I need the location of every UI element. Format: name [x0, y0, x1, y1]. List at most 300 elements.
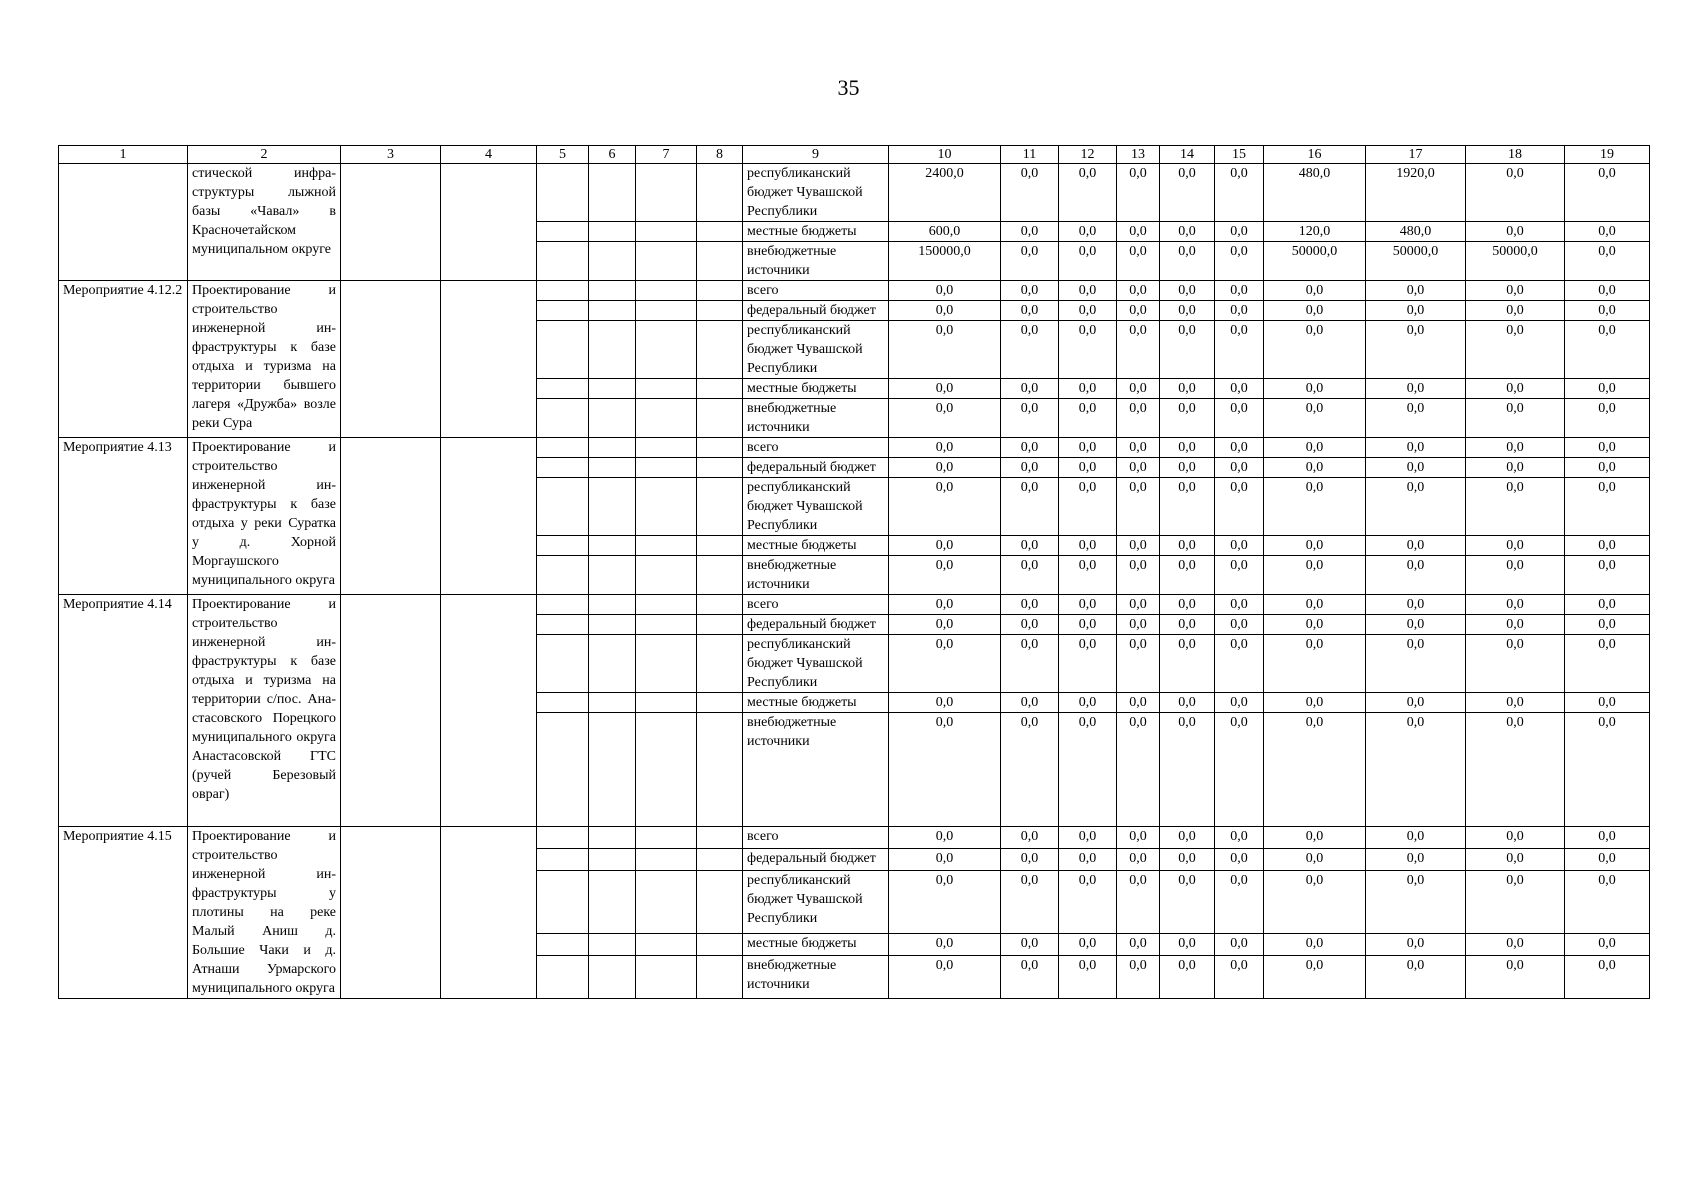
amount-col-17: 1920,0: [1366, 164, 1466, 222]
amount-col-11: 0,0: [1001, 556, 1059, 595]
amount-col-12: 0,0: [1059, 399, 1117, 438]
amount-col-10: 0,0: [889, 956, 1001, 999]
amount-col-16: 0,0: [1264, 693, 1366, 713]
amount-col-15: 0,0: [1215, 164, 1264, 222]
column-number-header: [59, 146, 1650, 164]
amount-col-17: 0,0: [1366, 399, 1466, 438]
empty-cell-col-5: [537, 595, 589, 615]
amount-col-16: 0,0: [1264, 827, 1366, 849]
amount-col-18: 0,0: [1466, 848, 1565, 870]
amount-col-15: 0,0: [1215, 458, 1264, 478]
amount-col-12: 0,0: [1059, 934, 1117, 956]
empty-cell-col-7: [636, 934, 697, 956]
amount-col-14: 0,0: [1160, 934, 1215, 956]
amount-col-13: 0,0: [1117, 827, 1160, 849]
amount-col-16: 0,0: [1264, 870, 1366, 934]
amount-col-18: 0,0: [1466, 458, 1565, 478]
amount-col-11: 0,0: [1001, 827, 1059, 849]
column-header-3: 3: [341, 146, 441, 164]
empty-cell-col-8: [697, 693, 743, 713]
amount-col-11: 0,0: [1001, 615, 1059, 635]
amount-col-10: 0,0: [889, 281, 1001, 301]
amount-col-19: 0,0: [1565, 956, 1650, 999]
empty-cell-col-7: [636, 693, 697, 713]
amount-col-12: 0,0: [1059, 848, 1117, 870]
empty-cell-col-3: [341, 164, 441, 281]
empty-cell-col-3: [341, 438, 441, 595]
empty-cell-col-5: [537, 934, 589, 956]
funding-source: федеральный бюджет: [743, 301, 889, 321]
empty-cell-col-8: [697, 713, 743, 827]
amount-col-12: 0,0: [1059, 458, 1117, 478]
amount-col-14: 0,0: [1160, 222, 1215, 242]
amount-col-11: 0,0: [1001, 635, 1059, 693]
column-header-17: 17: [1366, 146, 1466, 164]
empty-cell-col-7: [636, 556, 697, 595]
funding-source: внебюджетные источники: [743, 242, 889, 281]
amount-col-11: 0,0: [1001, 595, 1059, 615]
amount-col-11: 0,0: [1001, 242, 1059, 281]
amount-col-19: 0,0: [1565, 827, 1650, 849]
amount-col-19: 0,0: [1565, 379, 1650, 399]
column-header-5: 5: [537, 146, 589, 164]
empty-cell-col-5: [537, 635, 589, 693]
amount-col-19: 0,0: [1565, 536, 1650, 556]
amount-col-18: 0,0: [1466, 956, 1565, 999]
amount-col-10: 0,0: [889, 536, 1001, 556]
budget-table: [58, 145, 1650, 999]
table-body: [59, 164, 1650, 999]
empty-cell-col-6: [589, 556, 636, 595]
amount-col-12: 0,0: [1059, 956, 1117, 999]
amount-col-13: 0,0: [1117, 321, 1160, 379]
amount-col-11: 0,0: [1001, 934, 1059, 956]
amount-col-14: 0,0: [1160, 379, 1215, 399]
empty-cell-col-8: [697, 536, 743, 556]
empty-cell-col-7: [636, 536, 697, 556]
amount-col-16: 0,0: [1264, 399, 1366, 438]
amount-col-18: 50000,0: [1466, 242, 1565, 281]
measure-description: Проектирование и строительство инженерной инфраструктуры к базе отдыха у реки Суратка у д. Хорной Моргаушского муниципального округа: [188, 438, 341, 595]
amount-col-11: 0,0: [1001, 438, 1059, 458]
amount-col-10: 0,0: [889, 635, 1001, 693]
empty-cell-col-7: [636, 870, 697, 934]
amount-col-10: 0,0: [889, 478, 1001, 536]
empty-cell-col-5: [537, 870, 589, 934]
empty-cell-col-4: [441, 595, 537, 827]
empty-cell-col-7: [636, 242, 697, 281]
empty-cell-col-8: [697, 379, 743, 399]
amount-col-11: 0,0: [1001, 478, 1059, 536]
amount-col-18: 0,0: [1466, 379, 1565, 399]
amount-col-14: 0,0: [1160, 615, 1215, 635]
column-header-9: 9: [743, 146, 889, 164]
amount-col-13: 0,0: [1117, 438, 1160, 458]
amount-col-12: 0,0: [1059, 536, 1117, 556]
amount-col-15: 0,0: [1215, 934, 1264, 956]
empty-cell-col-8: [697, 438, 743, 458]
amount-col-14: 0,0: [1160, 536, 1215, 556]
amount-col-15: 0,0: [1215, 635, 1264, 693]
amount-col-13: 0,0: [1117, 399, 1160, 438]
amount-col-18: 0,0: [1466, 536, 1565, 556]
amount-col-13: 0,0: [1117, 478, 1160, 536]
empty-cell-col-6: [589, 242, 636, 281]
column-header-14: 14: [1160, 146, 1215, 164]
amount-col-18: 0,0: [1466, 713, 1565, 827]
amount-col-10: 0,0: [889, 458, 1001, 478]
funding-source: местные бюджеты: [743, 934, 889, 956]
amount-col-15: 0,0: [1215, 399, 1264, 438]
amount-col-19: 0,0: [1565, 595, 1650, 615]
amount-col-12: 0,0: [1059, 556, 1117, 595]
measure-description: Проектирование и строительство инженерной инфраструктуры у плотины на реке Малый Аниш д. Большие Чаки и д. Атнаши Урмарского муниципального округа: [188, 827, 341, 999]
empty-cell-col-7: [636, 595, 697, 615]
funding-source: внебюджетные источники: [743, 713, 889, 827]
amount-col-15: 0,0: [1215, 478, 1264, 536]
amount-col-19: 0,0: [1565, 458, 1650, 478]
amount-col-16: 0,0: [1264, 595, 1366, 615]
measure-label: Мероприятие 4.15: [59, 827, 188, 999]
empty-cell-col-5: [537, 848, 589, 870]
amount-col-15: 0,0: [1215, 870, 1264, 934]
empty-cell-col-7: [636, 164, 697, 222]
empty-cell-col-8: [697, 301, 743, 321]
empty-cell-col-5: [537, 301, 589, 321]
funding-source: всего: [743, 595, 889, 615]
amount-col-17: 0,0: [1366, 281, 1466, 301]
amount-col-15: 0,0: [1215, 321, 1264, 379]
amount-col-13: 0,0: [1117, 615, 1160, 635]
amount-col-14: 0,0: [1160, 242, 1215, 281]
amount-col-11: 0,0: [1001, 281, 1059, 301]
empty-cell-col-7: [636, 281, 697, 301]
amount-col-19: 0,0: [1565, 934, 1650, 956]
empty-cell-col-7: [636, 635, 697, 693]
empty-cell-col-7: [636, 615, 697, 635]
amount-col-10: 2400,0: [889, 164, 1001, 222]
amount-col-17: 0,0: [1366, 379, 1466, 399]
funding-source: всего: [743, 281, 889, 301]
empty-cell-col-5: [537, 438, 589, 458]
amount-col-12: 0,0: [1059, 615, 1117, 635]
amount-col-17: 0,0: [1366, 615, 1466, 635]
amount-col-10: 0,0: [889, 870, 1001, 934]
amount-col-15: 0,0: [1215, 956, 1264, 999]
amount-col-11: 0,0: [1001, 713, 1059, 827]
amount-col-13: 0,0: [1117, 222, 1160, 242]
amount-col-17: 0,0: [1366, 458, 1466, 478]
amount-col-18: 0,0: [1466, 321, 1565, 379]
funding-source: республиканский бюджет Чувашской Республики: [743, 164, 889, 222]
amount-col-19: 0,0: [1565, 713, 1650, 827]
amount-col-17: 0,0: [1366, 870, 1466, 934]
amount-col-14: 0,0: [1160, 827, 1215, 849]
empty-cell-col-7: [636, 321, 697, 379]
amount-col-10: 0,0: [889, 321, 1001, 379]
amount-col-12: 0,0: [1059, 713, 1117, 827]
amount-col-15: 0,0: [1215, 379, 1264, 399]
column-header-4: 4: [441, 146, 537, 164]
empty-cell-col-4: [441, 438, 537, 595]
empty-cell-col-8: [697, 934, 743, 956]
empty-cell-col-6: [589, 848, 636, 870]
amount-col-15: 0,0: [1215, 301, 1264, 321]
measure-description: Проектирование и строительство инженерной инфраструктуры к базе отдыха и туризма на территории с/пос. Анастасовского Порецкого муниципального округа Анастасовской ГТС (ручей Березовый овраг): [188, 595, 341, 827]
empty-cell-col-6: [589, 595, 636, 615]
amount-col-14: 0,0: [1160, 635, 1215, 693]
empty-cell-col-6: [589, 321, 636, 379]
amount-col-13: 0,0: [1117, 713, 1160, 827]
empty-cell-col-8: [697, 458, 743, 478]
funding-source: местные бюджеты: [743, 536, 889, 556]
amount-col-13: 0,0: [1117, 848, 1160, 870]
empty-cell-col-6: [589, 399, 636, 438]
empty-cell-col-7: [636, 222, 697, 242]
empty-cell-col-7: [636, 478, 697, 536]
amount-col-18: 0,0: [1466, 635, 1565, 693]
amount-col-19: 0,0: [1565, 301, 1650, 321]
amount-col-18: 0,0: [1466, 399, 1565, 438]
amount-col-19: 0,0: [1565, 321, 1650, 379]
amount-col-16: 120,0: [1264, 222, 1366, 242]
funding-source: республиканский бюджет Чувашской Республики: [743, 321, 889, 379]
amount-col-16: 480,0: [1264, 164, 1366, 222]
amount-col-10: 0,0: [889, 438, 1001, 458]
amount-col-18: 0,0: [1466, 615, 1565, 635]
empty-cell-col-6: [589, 713, 636, 827]
amount-col-12: 0,0: [1059, 321, 1117, 379]
empty-cell-col-6: [589, 438, 636, 458]
amount-col-16: 0,0: [1264, 281, 1366, 301]
empty-cell-col-6: [589, 458, 636, 478]
table-row: [59, 827, 1650, 849]
amount-col-18: 0,0: [1466, 934, 1565, 956]
amount-col-19: 0,0: [1565, 242, 1650, 281]
funding-source: внебюджетные источники: [743, 956, 889, 999]
empty-cell-col-7: [636, 848, 697, 870]
amount-col-13: 0,0: [1117, 635, 1160, 693]
amount-col-14: 0,0: [1160, 281, 1215, 301]
amount-col-14: 0,0: [1160, 956, 1215, 999]
column-header-8: 8: [697, 146, 743, 164]
measure-label: Мероприятие 4.12.2: [59, 281, 188, 438]
amount-col-12: 0,0: [1059, 478, 1117, 536]
column-header-16: 16: [1264, 146, 1366, 164]
amount-col-18: 0,0: [1466, 595, 1565, 615]
amount-col-13: 0,0: [1117, 595, 1160, 615]
amount-col-15: 0,0: [1215, 222, 1264, 242]
measure-description: стической инфраструктуры лыжной базы «Чавал» в Красночетайском муниципальном округе: [188, 164, 341, 281]
amount-col-17: 0,0: [1366, 635, 1466, 693]
empty-cell-col-6: [589, 222, 636, 242]
empty-cell-col-4: [441, 164, 537, 281]
column-header-12: 12: [1059, 146, 1117, 164]
funding-source: местные бюджеты: [743, 693, 889, 713]
amount-col-18: 0,0: [1466, 164, 1565, 222]
empty-cell-col-6: [589, 301, 636, 321]
amount-col-14: 0,0: [1160, 321, 1215, 379]
funding-source: республиканский бюджет Чувашской Республики: [743, 870, 889, 934]
empty-cell-col-7: [636, 379, 697, 399]
amount-col-15: 0,0: [1215, 242, 1264, 281]
amount-col-12: 0,0: [1059, 827, 1117, 849]
amount-col-17: 0,0: [1366, 848, 1466, 870]
amount-col-19: 0,0: [1565, 478, 1650, 536]
empty-cell-col-5: [537, 536, 589, 556]
amount-col-11: 0,0: [1001, 399, 1059, 438]
amount-col-11: 0,0: [1001, 458, 1059, 478]
empty-cell-col-7: [636, 301, 697, 321]
measure-label: Мероприятие 4.13: [59, 438, 188, 595]
amount-col-13: 0,0: [1117, 870, 1160, 934]
empty-cell-col-5: [537, 379, 589, 399]
empty-cell-col-6: [589, 956, 636, 999]
amount-col-17: 0,0: [1366, 556, 1466, 595]
amount-col-15: 0,0: [1215, 281, 1264, 301]
amount-col-11: 0,0: [1001, 536, 1059, 556]
amount-col-10: 0,0: [889, 693, 1001, 713]
amount-col-10: 600,0: [889, 222, 1001, 242]
amount-col-14: 0,0: [1160, 595, 1215, 615]
empty-cell-col-7: [636, 458, 697, 478]
amount-col-11: 0,0: [1001, 870, 1059, 934]
empty-cell-col-8: [697, 635, 743, 693]
column-header-10: 10: [889, 146, 1001, 164]
measure-label: [59, 164, 188, 281]
amount-col-17: 0,0: [1366, 321, 1466, 379]
amount-col-16: 0,0: [1264, 713, 1366, 827]
amount-col-15: 0,0: [1215, 693, 1264, 713]
amount-col-13: 0,0: [1117, 281, 1160, 301]
empty-cell-col-8: [697, 281, 743, 301]
amount-col-16: 0,0: [1264, 635, 1366, 693]
amount-col-17: 0,0: [1366, 595, 1466, 615]
amount-col-10: 0,0: [889, 379, 1001, 399]
empty-cell-col-7: [636, 713, 697, 827]
amount-col-11: 0,0: [1001, 379, 1059, 399]
amount-col-13: 0,0: [1117, 956, 1160, 999]
amount-col-11: 0,0: [1001, 222, 1059, 242]
amount-col-14: 0,0: [1160, 713, 1215, 827]
empty-cell-col-6: [589, 693, 636, 713]
amount-col-19: 0,0: [1565, 635, 1650, 693]
amount-col-11: 0,0: [1001, 956, 1059, 999]
empty-cell-col-5: [537, 956, 589, 999]
empty-cell-col-5: [537, 164, 589, 222]
amount-col-11: 0,0: [1001, 321, 1059, 379]
amount-col-17: 0,0: [1366, 934, 1466, 956]
amount-col-12: 0,0: [1059, 281, 1117, 301]
funding-source: всего: [743, 827, 889, 849]
empty-cell-col-4: [441, 281, 537, 438]
amount-col-17: 0,0: [1366, 536, 1466, 556]
amount-col-18: 0,0: [1466, 556, 1565, 595]
amount-col-18: 0,0: [1466, 478, 1565, 536]
amount-col-13: 0,0: [1117, 934, 1160, 956]
amount-col-14: 0,0: [1160, 164, 1215, 222]
amount-col-16: 0,0: [1264, 956, 1366, 999]
amount-col-16: 0,0: [1264, 478, 1366, 536]
amount-col-17: 480,0: [1366, 222, 1466, 242]
empty-cell-col-6: [589, 379, 636, 399]
amount-col-16: 0,0: [1264, 458, 1366, 478]
amount-col-14: 0,0: [1160, 848, 1215, 870]
amount-col-16: 50000,0: [1264, 242, 1366, 281]
amount-col-11: 0,0: [1001, 301, 1059, 321]
amount-col-18: 0,0: [1466, 281, 1565, 301]
empty-cell-col-8: [697, 595, 743, 615]
empty-cell-col-6: [589, 934, 636, 956]
amount-col-14: 0,0: [1160, 399, 1215, 438]
amount-col-10: 0,0: [889, 848, 1001, 870]
empty-cell-col-5: [537, 281, 589, 301]
amount-col-18: 0,0: [1466, 693, 1565, 713]
amount-col-14: 0,0: [1160, 478, 1215, 536]
amount-col-19: 0,0: [1565, 848, 1650, 870]
amount-col-19: 0,0: [1565, 615, 1650, 635]
empty-cell-col-5: [537, 321, 589, 379]
empty-cell-col-8: [697, 242, 743, 281]
funding-source: местные бюджеты: [743, 222, 889, 242]
amount-col-10: 0,0: [889, 615, 1001, 635]
amount-col-18: 0,0: [1466, 301, 1565, 321]
amount-col-14: 0,0: [1160, 556, 1215, 595]
empty-cell-col-8: [697, 321, 743, 379]
empty-cell-col-7: [636, 956, 697, 999]
amount-col-13: 0,0: [1117, 242, 1160, 281]
empty-cell-col-6: [589, 635, 636, 693]
empty-cell-col-6: [589, 478, 636, 536]
amount-col-13: 0,0: [1117, 164, 1160, 222]
amount-col-16: 0,0: [1264, 615, 1366, 635]
amount-col-14: 0,0: [1160, 693, 1215, 713]
funding-source: федеральный бюджет: [743, 848, 889, 870]
page-number: 35: [837, 75, 860, 100]
column-header-13: 13: [1117, 146, 1160, 164]
amount-col-13: 0,0: [1117, 536, 1160, 556]
column-header-11: 11: [1001, 146, 1059, 164]
empty-cell-col-7: [636, 438, 697, 458]
amount-col-19: 0,0: [1565, 693, 1650, 713]
amount-col-17: 0,0: [1366, 478, 1466, 536]
amount-col-15: 0,0: [1215, 438, 1264, 458]
amount-col-11: 0,0: [1001, 693, 1059, 713]
amount-col-16: 0,0: [1264, 536, 1366, 556]
amount-col-19: 0,0: [1565, 281, 1650, 301]
funding-source: федеральный бюджет: [743, 615, 889, 635]
measure-label: Мероприятие 4.14: [59, 595, 188, 827]
amount-col-16: 0,0: [1264, 379, 1366, 399]
amount-col-19: 0,0: [1565, 870, 1650, 934]
amount-col-16: 0,0: [1264, 438, 1366, 458]
measure-description: Проектирование и строительство инженерной инфраструктуры к базе отдыха и туризма на территории бывшего лагеря «Дружба» возле реки Сура: [188, 281, 341, 438]
amount-col-11: 0,0: [1001, 164, 1059, 222]
column-header-18: 18: [1466, 146, 1565, 164]
amount-col-19: 0,0: [1565, 399, 1650, 438]
empty-cell-col-6: [589, 870, 636, 934]
funding-source: федеральный бюджет: [743, 458, 889, 478]
funding-source: местные бюджеты: [743, 379, 889, 399]
empty-cell-col-5: [537, 827, 589, 849]
funding-source: республиканский бюджет Чувашской Республики: [743, 478, 889, 536]
amount-col-13: 0,0: [1117, 556, 1160, 595]
amount-col-14: 0,0: [1160, 301, 1215, 321]
table-row: [59, 438, 1650, 458]
amount-col-12: 0,0: [1059, 870, 1117, 934]
empty-cell-col-6: [589, 827, 636, 849]
amount-col-12: 0,0: [1059, 242, 1117, 281]
